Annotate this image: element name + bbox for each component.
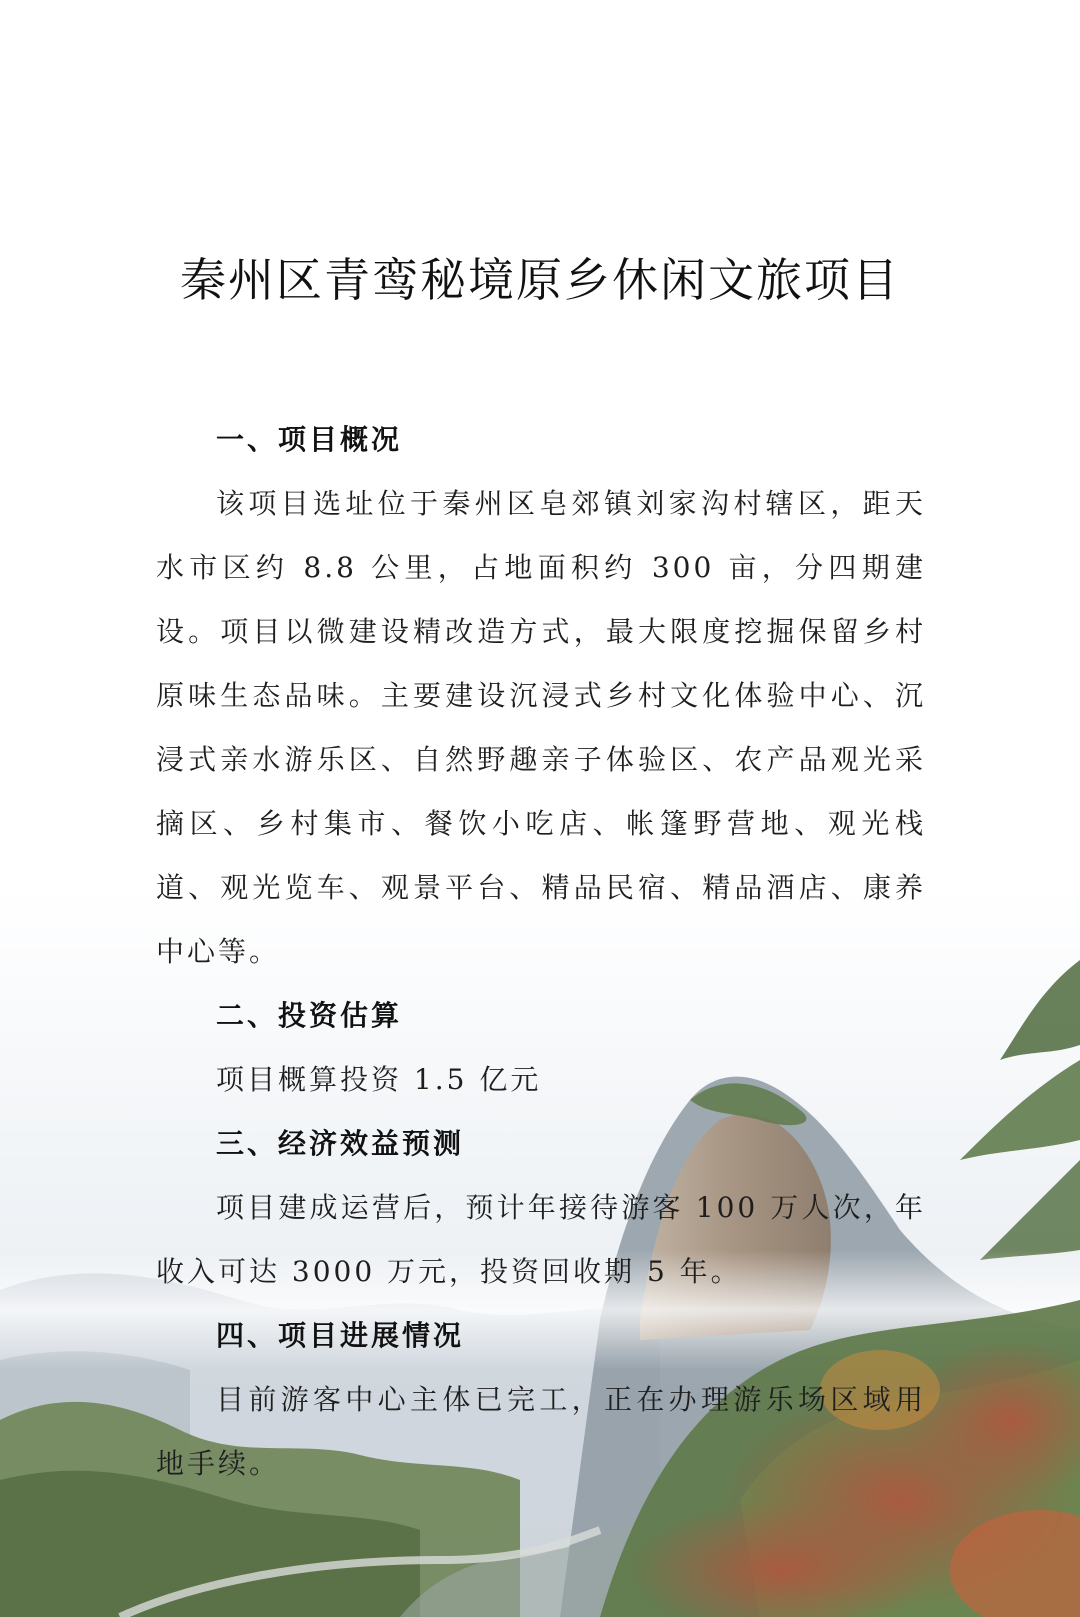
document-body	[156, 408, 926, 1496]
section-text-overview: 该项目选址位于秦州区皂郊镇刘家沟村辖区，距天水市区约 8.8 公里，占地面积约 300 亩，分四期建设。项目以微建设精改造方式，最大限度挖掘保留乡村原味生态品味。主要建设沉浸式乡村文化体验中心、沉浸式亲水游乐区、自然野趣亲子体验区、农产品观光采摘区、乡村集市、餐饮小吃店、帐篷野营地、观光栈道、观光览车、观景平台、精品民宿、精品酒店、康养中心等。	[156, 487, 926, 968]
section-heading-overview: 一、项目概况	[216, 423, 403, 456]
section-text-progress: 目前游客中心主体已完工，正在办理游乐场区域用地手续。	[156, 1383, 926, 1480]
section-heading-benefit: 三、经济效益预测	[216, 1127, 465, 1160]
section-text-investment: 项目概算投资 1.5 亿元	[216, 1063, 542, 1096]
section-text-benefit: 项目建成运营后，预计年接待游客 100 万人次，年收入可达 3000 万元，投资回收期 5 年。	[156, 1191, 926, 1288]
section-heading-progress: 四、项目进展情况	[216, 1319, 465, 1352]
section-heading-investment: 二、投资估算	[216, 999, 403, 1032]
document-title: 秦州区青鸾秘境原乡休闲文旅项目	[180, 253, 900, 307]
